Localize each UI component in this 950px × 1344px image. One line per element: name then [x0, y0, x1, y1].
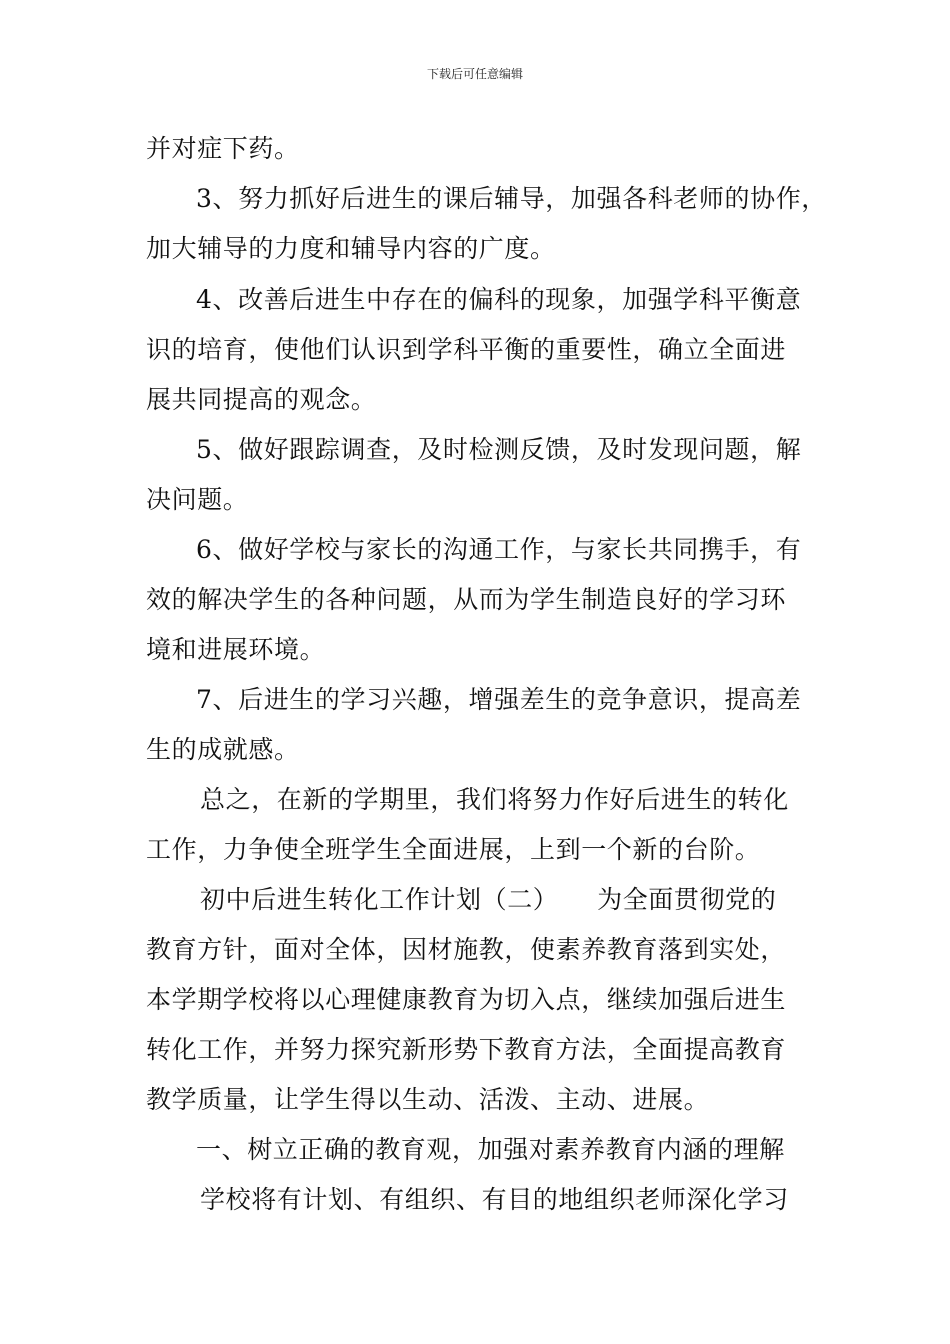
text-line: 工作，力争使全班学生全面进展，上到一个新的台阶。: [146, 835, 761, 864]
section-heading: 一、树立正确的教育观，加强对素养教育内涵的理解: [196, 1135, 785, 1164]
text-line: 3、努力抓好后进生的课后辅导，加强各科老师的协作，: [196, 184, 827, 213]
text-line: 并对症下药。: [146, 134, 300, 163]
text-line: 识的培育，使他们认识到学科平衡的重要性，确立全面进: [146, 335, 787, 364]
text-line: 7、后进生的学习兴趣，增强差生的竞争意识，提高差: [196, 685, 802, 714]
text-line: 总之，在新的学期里，我们将努力作好后进生的转化: [200, 785, 789, 814]
text-line: 6、做好学校与家长的沟通工作，与家长共同携手，有: [196, 535, 802, 564]
text-line: 效的解决学生的各种问题，从而为学生制造良好的学习环: [146, 585, 787, 614]
text-line: 5、做好跟踪调查，及时检测反馈，及时发现问题，解: [196, 435, 802, 464]
text-line: 教育方针，面对全体，因材施教，使素养教育落到实处，: [146, 935, 787, 964]
text-line: 生的成就感。: [146, 735, 300, 764]
text-line: 初中后进生转化工作计划（二） 为全面贯彻党的: [200, 885, 777, 914]
page-header: 下载后可任意编辑: [426, 67, 523, 81]
text-line: 决问题。: [146, 485, 249, 514]
text-line: 4、改善后进生中存在的偏科的现象，加强学科平衡意: [196, 285, 802, 314]
text-line: 展共同提高的观念。: [146, 385, 377, 414]
text-line: 转化工作，并努力探究新形势下教育方法，全面提高教育: [146, 1035, 787, 1064]
text-line: 学校将有计划、有组织、有目的地组织老师深化学习: [200, 1185, 789, 1214]
text-line: 境和进展环境。: [146, 635, 326, 664]
text-line: 教学质量，让学生得以生动、活泼、主动、进展。: [146, 1085, 710, 1114]
text-line: 加大辅导的力度和辅导内容的广度。: [146, 234, 556, 263]
text-line: 本学期学校将以心理健康教育为切入点，继续加强后进生: [146, 985, 787, 1014]
